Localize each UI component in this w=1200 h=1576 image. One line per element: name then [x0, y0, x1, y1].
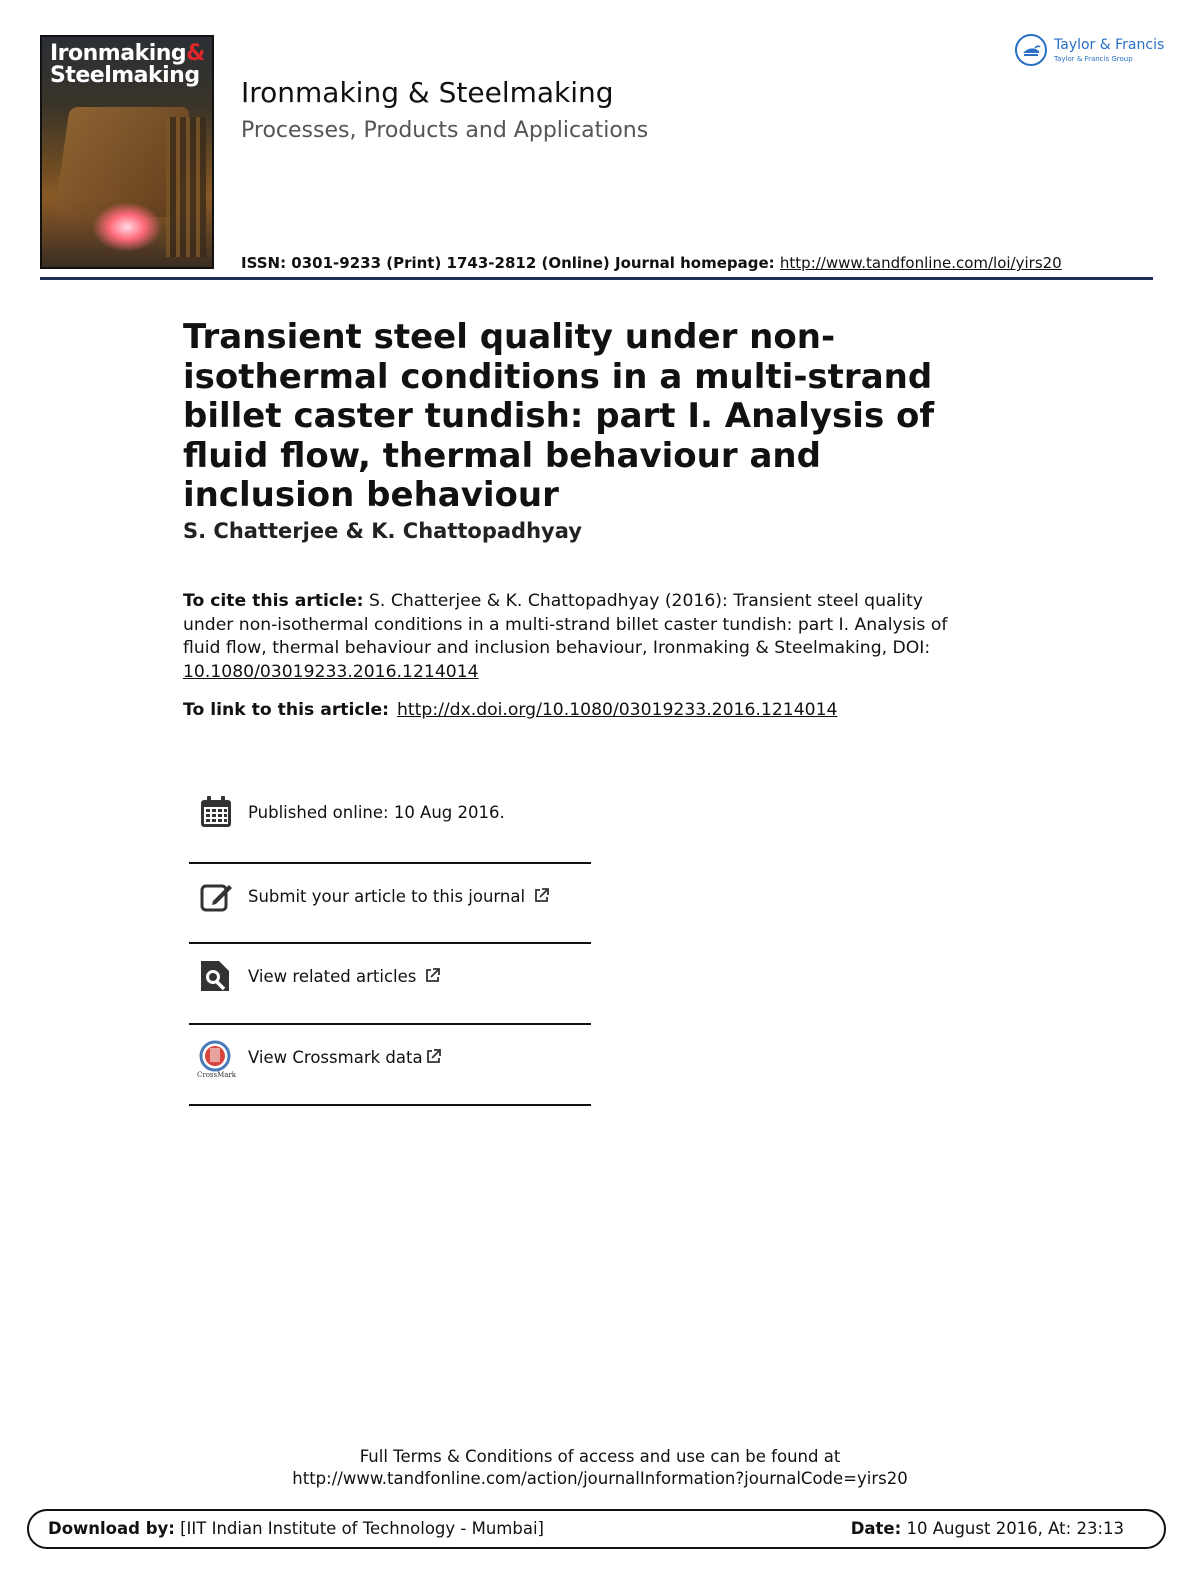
article-doi-url-link[interactable]: http://dx.doi.org/10.1080/03019233.2016.1214014	[397, 700, 838, 720]
citation-label: To cite this article:	[183, 591, 364, 611]
external-link-icon	[425, 1048, 442, 1069]
published-online-text: Published online: 10 Aug 2016.	[248, 803, 505, 822]
crossmark-icon	[197, 1040, 237, 1079]
journal-title: Ironmaking & Steelmaking	[241, 76, 614, 109]
publisher-lamp-icon	[1015, 34, 1047, 66]
publisher-group: Taylor & Francis Group	[1054, 55, 1133, 63]
crossmark-row[interactable]	[189, 1028, 591, 1108]
submit-article-link[interactable]: Submit your article to this journal	[248, 887, 550, 908]
journal-homepage-link[interactable]: http://www.tandfonline.com/loi/yirs20	[779, 254, 1062, 272]
terms-notice	[0, 1446, 1200, 1490]
article-title: Transient steel quality under non-isothermal conditions in a multi-strand billet caster tundish: part I. Analysis of fluid flow, thermal behaviour and inclusion behaviour	[183, 317, 935, 515]
divider	[189, 942, 591, 944]
crossmark-link[interactable]: View Crossmark data	[248, 1048, 442, 1069]
issn-text: ISSN: 0301-9233 (Print) 1743-2812 (Online) Journal homepage:	[241, 254, 780, 272]
journal-subtitle: Processes, Products and Applications	[241, 118, 649, 143]
divider	[189, 862, 591, 864]
journal-cover-image	[40, 35, 214, 269]
edit-icon	[199, 879, 233, 913]
terms-line1: Full Terms & Conditions of access and use can be found at	[359, 1447, 841, 1466]
article-authors: S. Chatterjee & K. Chattopadhyay	[183, 519, 582, 543]
article-link-line	[183, 700, 837, 720]
download-info-box	[27, 1509, 1166, 1549]
download-by	[48, 1519, 544, 1538]
submit-article-row[interactable]	[189, 867, 591, 947]
cover-title-amp: &	[186, 41, 205, 66]
download-institution: [IIT Indian Institute of Technology - Mumbai]	[174, 1519, 544, 1538]
document-search-icon	[199, 959, 233, 993]
related-articles-row[interactable]	[189, 947, 591, 1027]
terms-url[interactable]: http://www.tandfonline.com/action/journalInformation?journalCode=yirs20	[292, 1469, 908, 1488]
divider	[189, 1104, 591, 1106]
date-label: Date:	[850, 1519, 902, 1538]
external-link-icon	[533, 887, 550, 908]
citation-block	[183, 590, 973, 684]
cover-molten-steel-graphic	[92, 202, 162, 252]
download-date	[851, 1519, 1124, 1538]
citation-text: S. Chatterjee & K. Chattopadhyay (2016): Transient steel quality under non-isothermal conditions in a multi-strand billet caster tundish: part I. Analysis of fluid flow, thermal behaviour and inclusion behaviour, Ironmaking & Steelmaking, DOI:	[183, 591, 948, 658]
article-link-label: To link to this article:	[183, 700, 390, 720]
cover-title-line2: Steelmaking	[50, 63, 200, 88]
download-label: Download by:	[48, 1519, 175, 1538]
cover-frame-graphic	[166, 117, 206, 257]
divider	[189, 1023, 591, 1025]
citation-doi-link[interactable]: 10.1080/03019233.2016.1214014	[183, 661, 479, 682]
published-online-row	[189, 783, 591, 863]
crossmark-logo-text: CrossMark	[197, 1071, 237, 1079]
publisher-name: Taylor & Francis	[1054, 37, 1165, 53]
date-value: 10 August 2016, At: 23:13	[901, 1519, 1124, 1538]
header-divider	[40, 277, 1153, 280]
related-articles-link[interactable]: View related articles	[248, 967, 441, 988]
calendar-icon	[199, 795, 233, 829]
external-link-icon	[424, 967, 441, 988]
issn-line	[241, 254, 1062, 272]
cover-title-line1: Ironmaking&	[50, 41, 205, 66]
publisher-logo[interactable]	[1015, 34, 1165, 72]
